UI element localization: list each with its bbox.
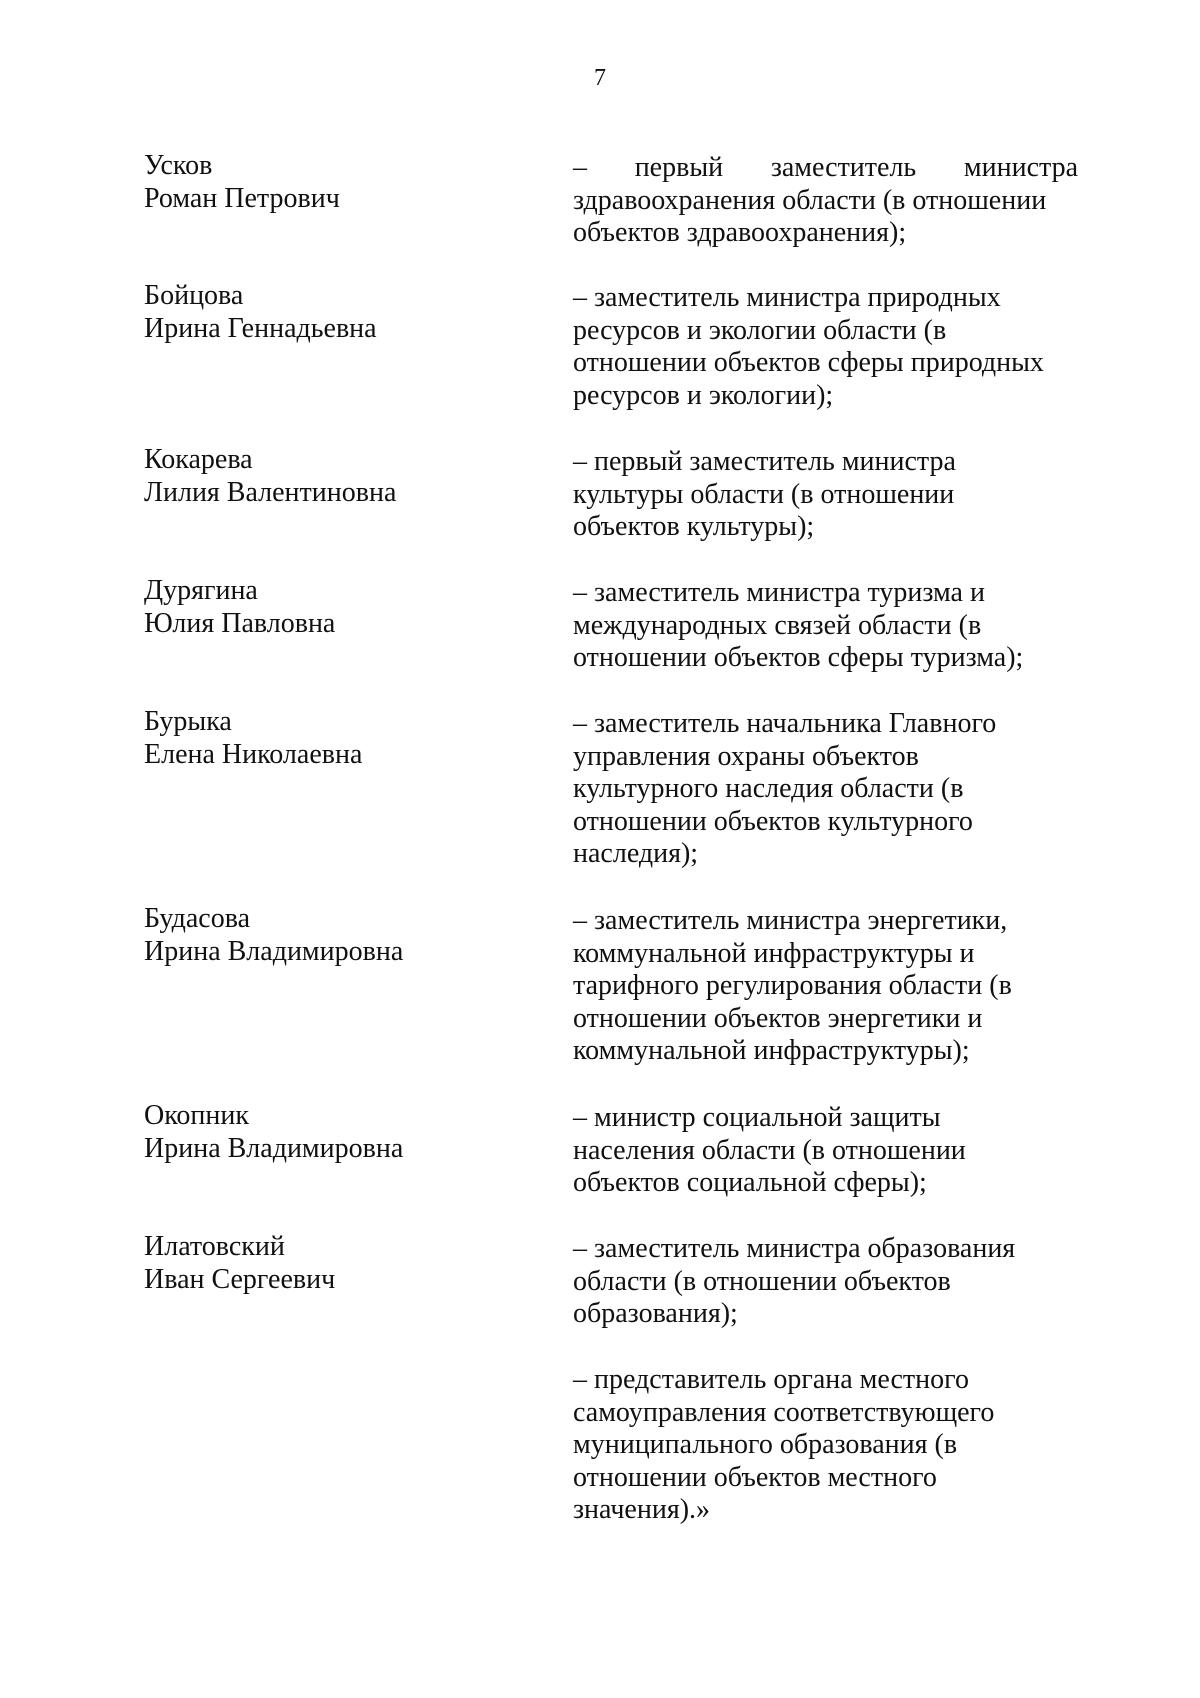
role-line: международных связей области (в bbox=[573, 609, 982, 641]
member-surname: Будасова bbox=[144, 903, 250, 934]
member-given-names: Роман Петрович bbox=[144, 182, 340, 214]
member-name bbox=[144, 280, 544, 345]
role-line: – первый заместитель министра bbox=[573, 152, 1078, 183]
member-name bbox=[144, 903, 544, 968]
role-line: – первый заместитель министра bbox=[573, 446, 956, 477]
member-role bbox=[573, 1102, 1078, 1200]
member-role bbox=[573, 282, 1078, 412]
member-name bbox=[144, 706, 544, 771]
member-given-names: Ирина Геннадьевна bbox=[144, 312, 377, 344]
member-name bbox=[144, 1100, 544, 1165]
member-surname: Кокарева bbox=[144, 444, 253, 475]
member-given-names: Елена Николаевна bbox=[144, 738, 363, 770]
member-role bbox=[573, 446, 1078, 544]
role-line: коммунальной инфраструктуры и bbox=[573, 937, 975, 969]
member-role bbox=[573, 577, 1078, 675]
role-line: коммунальной инфраструктуры); bbox=[573, 1035, 970, 1066]
member-surname: Окопник bbox=[144, 1100, 249, 1131]
role-line: отношении объектов энергетики и bbox=[573, 1002, 983, 1034]
member-surname: Дурягина bbox=[144, 575, 258, 606]
member-name bbox=[144, 150, 544, 215]
role-line: здравоохранения области (в отношении bbox=[573, 184, 1047, 216]
role-line: – представитель органа местного bbox=[573, 1364, 969, 1395]
member-name bbox=[144, 444, 544, 509]
member-role bbox=[573, 905, 1078, 1068]
role-line: муниципального образования (в bbox=[573, 1429, 958, 1460]
role-line: – заместитель министра образования bbox=[573, 1233, 1016, 1264]
role-line: объектов здравоохранения); bbox=[573, 217, 907, 248]
member-given-names: Лилия Валентиновна bbox=[144, 476, 397, 508]
role-line: отношении объектов сферы природных bbox=[573, 347, 1044, 378]
role-line: отношении объектов культурного bbox=[573, 805, 973, 837]
role-line: образования); bbox=[573, 1298, 738, 1329]
role-line: отношении объектов местного bbox=[573, 1461, 937, 1493]
role-line: ресурсов и экологии области (в bbox=[573, 314, 947, 346]
role-line: – заместитель министра туризма и bbox=[573, 577, 985, 608]
member-role bbox=[573, 708, 1078, 871]
member-surname: Бурыка bbox=[144, 706, 232, 737]
member-surname: Илатовский bbox=[144, 1231, 285, 1262]
role-line: объектов социальной сферы); bbox=[573, 1167, 927, 1198]
role-line: объектов культуры); bbox=[573, 511, 815, 542]
role-line: тарифного регулирования области (в bbox=[573, 970, 1012, 1001]
member-surname: Усков bbox=[144, 150, 213, 181]
role-line: – заместитель начальника Главного bbox=[573, 708, 997, 739]
member-given-names: Ирина Владимировна bbox=[144, 935, 404, 967]
role-line: наследия); bbox=[573, 838, 699, 869]
member-role bbox=[573, 1364, 1078, 1527]
member-name bbox=[144, 1231, 544, 1296]
member-given-names: Ирина Владимировна bbox=[144, 1132, 404, 1164]
role-line: области (в отношении объектов bbox=[573, 1265, 951, 1297]
page-number: 7 bbox=[594, 65, 606, 91]
role-line: – заместитель министра природных bbox=[573, 282, 1001, 313]
role-line: самоуправления соответствующего bbox=[573, 1396, 995, 1428]
role-line: культурного наследия области (в bbox=[573, 773, 964, 804]
role-line: управления охраны объектов bbox=[573, 740, 919, 772]
member-given-names: Юлия Павловна bbox=[144, 607, 336, 639]
role-line: – министр социальной защиты bbox=[573, 1102, 941, 1133]
role-line: культуры области (в отношении bbox=[573, 478, 955, 510]
role-line: населения области (в отношении bbox=[573, 1134, 966, 1166]
role-line: значения).» bbox=[573, 1494, 711, 1525]
member-role bbox=[573, 152, 1078, 250]
role-line: отношении объектов сферы туризма); bbox=[573, 642, 1024, 673]
member-name bbox=[144, 575, 544, 640]
role-line: ресурсов и экологии); bbox=[573, 379, 834, 411]
role-line: – заместитель министра энергетики, bbox=[573, 905, 1008, 936]
member-role bbox=[573, 1233, 1078, 1331]
member-surname: Бойцова bbox=[144, 280, 244, 311]
member-given-names: Иван Сергеевич bbox=[144, 1263, 336, 1295]
